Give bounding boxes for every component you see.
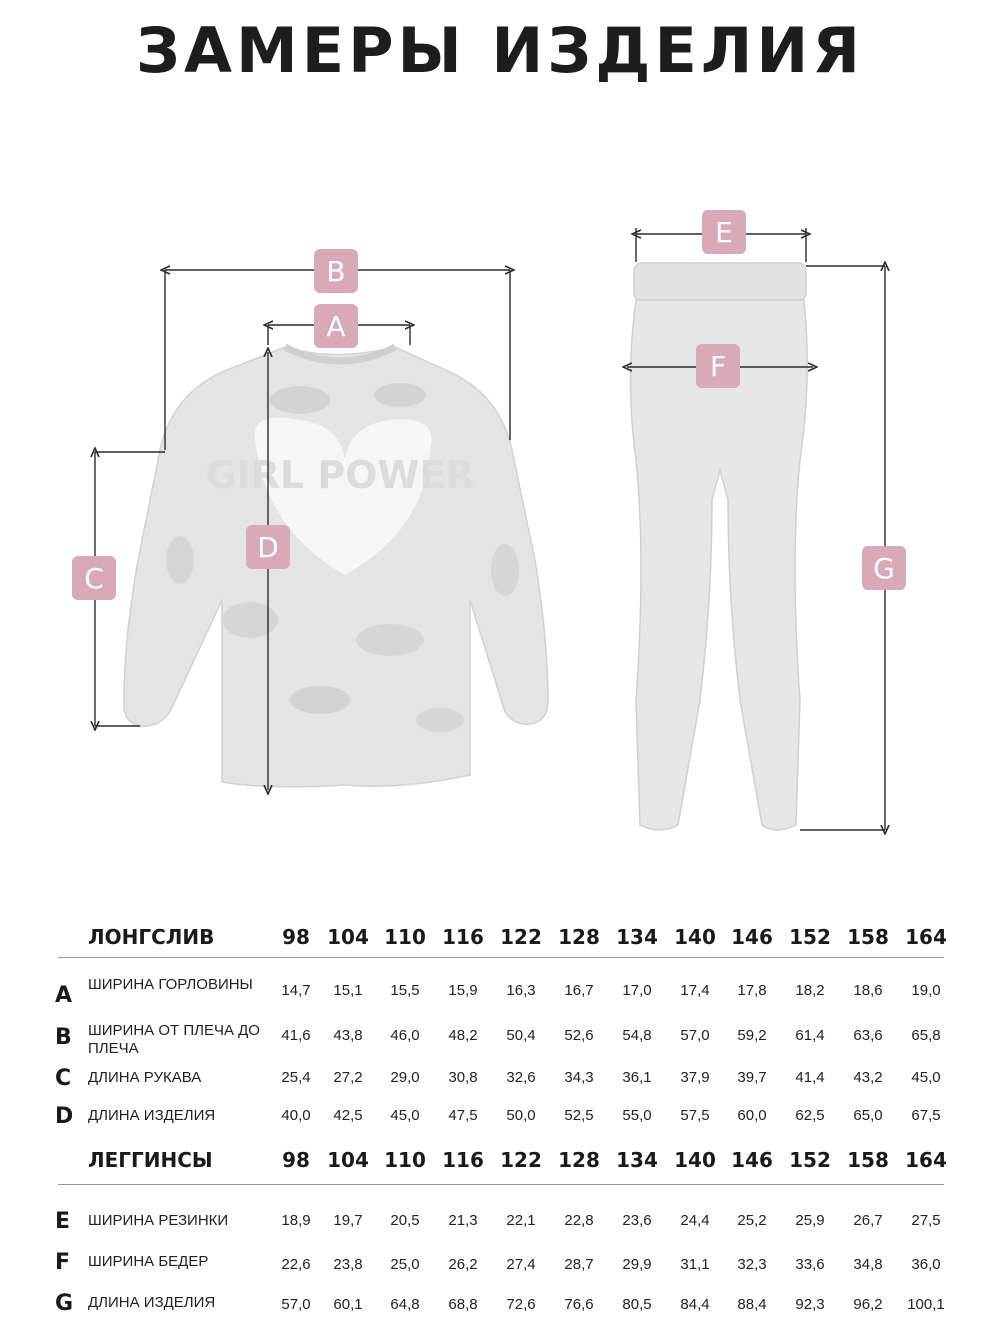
table-cell: 84,4 (680, 1296, 710, 1313)
badge-g (862, 546, 906, 590)
table-cell: 23,8 (333, 1256, 363, 1273)
row-letter: A (55, 983, 73, 1008)
table-cell: 45,0 (390, 1107, 420, 1124)
table-cell: 65,8 (911, 1027, 941, 1044)
table-cell: 65,0 (853, 1107, 883, 1124)
size-header: 164 (905, 1148, 947, 1172)
size-header: 104 (327, 925, 369, 949)
table-cell: 80,5 (622, 1296, 652, 1313)
table-cell: 24,4 (680, 1212, 710, 1229)
shirt-print-text: GIRL POWER (205, 453, 475, 497)
row-name: ШИРИНА БЕДЕР (88, 1253, 209, 1270)
table-cell: 67,5 (911, 1107, 941, 1124)
table-cell: 68,8 (448, 1296, 478, 1313)
table-cell: 27,2 (333, 1069, 363, 1086)
svg-text:G: G (873, 552, 895, 585)
table-cell: 19,0 (911, 982, 941, 999)
table-cell: 15,1 (333, 982, 363, 999)
table-cell: 15,9 (448, 982, 478, 999)
table-cell: 21,3 (448, 1212, 478, 1229)
svg-text:A: A (326, 310, 346, 343)
table-cell: 23,6 (622, 1212, 652, 1229)
size-header: 110 (384, 1148, 426, 1172)
size-header: 98 (282, 925, 310, 949)
size-header: 116 (442, 925, 484, 949)
table-cell: 43,8 (333, 1027, 363, 1044)
table-cell: 25,0 (390, 1256, 420, 1273)
table-cell: 43,2 (853, 1069, 883, 1086)
size-header: 152 (789, 1148, 831, 1172)
row-name: ДЛИНА РУКАВА (88, 1069, 202, 1086)
size-header: 146 (731, 1148, 773, 1172)
table-cell: 52,6 (564, 1027, 594, 1044)
row-name: ШИРИНА ОТ ПЛЕЧА ДО ПЛЕЧА (88, 1022, 260, 1057)
table-cell: 63,6 (853, 1027, 883, 1044)
table-cell: 96,2 (853, 1296, 883, 1313)
table-cell: 26,7 (853, 1212, 883, 1229)
row-letter: C (55, 1066, 72, 1091)
table-cell: 32,3 (737, 1256, 767, 1273)
size-header: 116 (442, 1148, 484, 1172)
table-cell: 29,9 (622, 1256, 652, 1273)
badge-f (696, 344, 740, 388)
svg-text:B: B (326, 255, 346, 288)
table-cell: 16,3 (506, 982, 536, 999)
row-letter: G (55, 1291, 74, 1316)
longsleeve-figure (124, 347, 548, 787)
table-cell: 25,4 (281, 1069, 311, 1086)
table-cell: 18,6 (853, 982, 883, 999)
size-header: 158 (847, 1148, 889, 1172)
table-cell: 18,2 (795, 982, 825, 999)
table-cell: 15,5 (390, 982, 420, 999)
row-name: ШИРИНА ГОРЛОВИНЫ (88, 976, 253, 993)
table-cell: 64,8 (390, 1296, 420, 1313)
table-cell: 88,4 (737, 1296, 767, 1313)
table-cell: 57,5 (680, 1107, 710, 1124)
table-cell: 60,0 (737, 1107, 767, 1124)
size-header: 164 (905, 925, 947, 949)
table-cell: 33,6 (795, 1256, 825, 1273)
table-cell: 17,4 (680, 982, 710, 999)
table-cell: 48,2 (448, 1027, 478, 1044)
table-cell: 25,9 (795, 1212, 825, 1229)
table-cell: 30,8 (448, 1069, 478, 1086)
table-cell: 18,9 (281, 1212, 311, 1229)
table-cell: 57,0 (281, 1296, 311, 1313)
table-cell: 54,8 (622, 1027, 652, 1044)
table-cell: 25,2 (737, 1212, 767, 1229)
table-cell: 16,7 (564, 982, 594, 999)
size-header: 110 (384, 925, 426, 949)
table-cell: 72,6 (506, 1296, 536, 1313)
table-cell: 36,0 (911, 1256, 941, 1273)
table-cell: 32,6 (506, 1069, 536, 1086)
table-cell: 92,3 (795, 1296, 825, 1313)
row-letter: F (55, 1250, 71, 1275)
size-header: 158 (847, 925, 889, 949)
row-letter: B (55, 1025, 72, 1050)
table-cell: 40,0 (281, 1107, 311, 1124)
table-cell: 37,9 (680, 1069, 710, 1086)
table-cell: 41,4 (795, 1069, 825, 1086)
table-cell: 36,1 (622, 1069, 652, 1086)
table-cell: 22,1 (506, 1212, 536, 1229)
table-cell: 61,4 (795, 1027, 825, 1044)
table-cell: 59,2 (737, 1027, 767, 1044)
badge-b (314, 249, 358, 293)
size-header: 140 (674, 925, 716, 949)
table-cell: 34,8 (853, 1256, 883, 1273)
svg-text:F: F (709, 350, 727, 383)
table-cell: 52,5 (564, 1107, 594, 1124)
table-cell: 27,4 (506, 1256, 536, 1273)
size-header: 134 (616, 1148, 658, 1172)
size-header: 122 (500, 1148, 542, 1172)
table-title-longsleeve: ЛОНГСЛИВ (88, 925, 215, 949)
svg-text:C: C (84, 562, 104, 595)
table-cell: 45,0 (911, 1069, 941, 1086)
table-cell: 31,1 (680, 1256, 710, 1273)
svg-text:D: D (257, 531, 279, 564)
table-cell: 14,7 (281, 982, 311, 999)
table-cell: 27,5 (911, 1212, 941, 1229)
table-cell: 39,7 (737, 1069, 767, 1086)
row-name: ДЛИНА ИЗДЕЛИЯ (88, 1107, 216, 1124)
size-header: 128 (558, 1148, 600, 1172)
table-cell: 28,7 (564, 1256, 594, 1273)
table-divider (58, 1184, 944, 1185)
size-header: 134 (616, 925, 658, 949)
table-cell: 19,7 (333, 1212, 363, 1229)
table-cell: 22,6 (281, 1256, 311, 1273)
table-cell: 26,2 (448, 1256, 478, 1273)
table-cell: 46,0 (390, 1027, 420, 1044)
size-header: 104 (327, 1148, 369, 1172)
table-cell: 55,0 (622, 1107, 652, 1124)
row-letter: E (55, 1209, 71, 1234)
size-header: 128 (558, 925, 600, 949)
size-header: 152 (789, 925, 831, 949)
table-cell: 47,5 (448, 1107, 478, 1124)
table-cell: 76,6 (564, 1296, 594, 1313)
table-cell: 50,0 (506, 1107, 536, 1124)
table-cell: 22,8 (564, 1212, 594, 1229)
badge-c (72, 556, 116, 600)
table-cell: 17,0 (622, 982, 652, 999)
badge-e (702, 210, 746, 254)
table-cell: 50,4 (506, 1027, 536, 1044)
row-letter: D (55, 1104, 74, 1129)
page-title: ЗАМЕРЫ ИЗДЕЛИЯ (136, 14, 864, 87)
table-cell: 60,1 (333, 1296, 363, 1313)
row-name: ШИРИНА РЕЗИНКИ (88, 1212, 229, 1229)
size-header: 98 (282, 1148, 310, 1172)
table-cell: 62,5 (795, 1107, 825, 1124)
table-cell: 42,5 (333, 1107, 363, 1124)
table-cell: 41,6 (281, 1027, 311, 1044)
size-header: 122 (500, 925, 542, 949)
table-cell: 20,5 (390, 1212, 420, 1229)
badge-a (314, 304, 358, 348)
table-cell: 100,1 (907, 1296, 945, 1313)
size-header: 140 (674, 1148, 716, 1172)
badge-d (246, 525, 290, 569)
svg-text:E: E (715, 216, 733, 249)
table-cell: 29,0 (390, 1069, 420, 1086)
table-divider (58, 957, 944, 958)
table-cell: 34,3 (564, 1069, 594, 1086)
table-title-leggings: ЛЕГГИНСЫ (88, 1148, 213, 1172)
size-header: 146 (731, 925, 773, 949)
table-cell: 17,8 (737, 982, 767, 999)
row-name: ДЛИНА ИЗДЕЛИЯ (88, 1294, 216, 1311)
table-cell: 57,0 (680, 1027, 710, 1044)
